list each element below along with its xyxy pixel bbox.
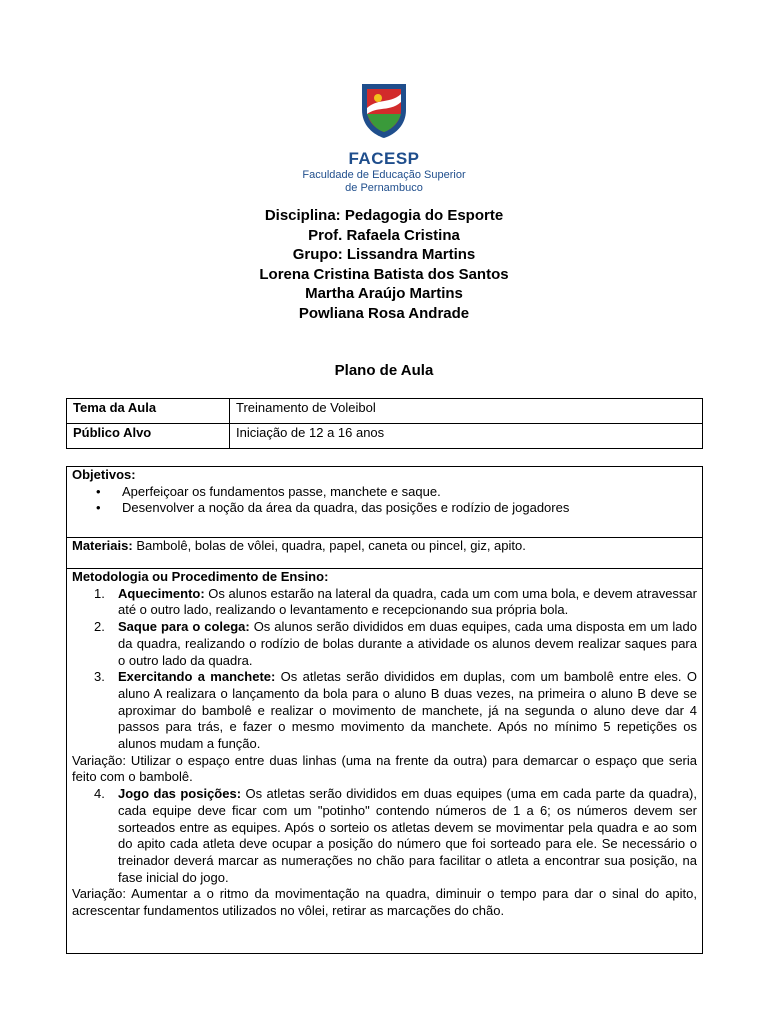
step-text: Os atletas serão divididos em duplas, com um bambolê entre eles. O aluno A realizara o lançamento da bola para o aluno B duas vezes, na primeira o aluno B deve se aproximar do bambolê e realizar o movimento de manchete, já na segunda o aluno deve dar 4 passos para trás, e fazer o mesmo movimento da manchete. Após no mínimo 5 repetições os alunos mudam a função. (118, 669, 697, 752)
logo-subtitle-line1: Faculdade de Educação Superior (302, 169, 466, 181)
theme-label: Tema da Aula (67, 399, 230, 424)
shield-emblem-icon (358, 80, 410, 140)
list-item (72, 786, 697, 886)
member-line: Powliana Rosa Andrade (298, 304, 470, 322)
step-text: Os alunos estarão na lateral da quadra, cada um com uma bola, e devem atravessar até o outro lado, realizando o levantamento e recepcionando sua própria bola. (118, 585, 697, 618)
materials-cell (67, 538, 703, 569)
methodology-steps (72, 586, 697, 753)
step-number: 3. (94, 669, 105, 685)
objectives-cell (67, 467, 703, 538)
theme-value: Treinamento de Voleibol (230, 399, 703, 424)
table-row (67, 399, 703, 424)
audience-label: Público Alvo (67, 424, 230, 449)
logo-name: FACESP (348, 149, 420, 168)
step-title: Aquecimento: (118, 585, 205, 601)
methodology-title: Metodologia ou Procedimento de Ensino: (72, 569, 329, 584)
group-line: Grupo: Lissandra Martins (292, 246, 476, 263)
materials-text: Bambolê, bolas de vôlei, quadra, papel, caneta ou pincel, giz, apito. (132, 538, 526, 553)
objectives-row (67, 467, 703, 538)
step-text: Os alunos serão divididos em duas equipes, cada uma disposta em um lado da quadra, realizando o rodízio de bolas durante a atividade os alunos devem realizar saques para o outro lado da quadra. (118, 619, 697, 668)
step-title: Saque para o colega: (118, 619, 250, 635)
document-header (0, 206, 768, 323)
list-item: • Aperfeiçoar os fundamentos passe, manchete e saque. (122, 484, 697, 501)
professor-line: Prof. Rafaela Cristina (308, 226, 460, 244)
objectives-title: Objetivos: (72, 467, 136, 482)
logo-subtitle-line2: de Pernambuco (345, 182, 423, 194)
methodology-steps (72, 786, 697, 886)
list-item (72, 669, 697, 753)
institution-logo (0, 80, 768, 195)
audience-value: Iniciação de 12 a 16 anos (230, 424, 703, 449)
discipline-line: Disciplina: Pedagogia do Esporte (264, 207, 504, 224)
methodology-cell (67, 569, 703, 954)
objectives-list (72, 484, 697, 517)
lesson-info-table (66, 398, 703, 449)
member-line: Lorena Cristina Batista dos Santos (259, 265, 509, 283)
step-title: Exercitando a manchete: (118, 669, 276, 685)
table-row (67, 424, 703, 449)
list-item (72, 586, 697, 619)
plan-title: Plano de Aula (334, 362, 434, 379)
member-line: Martha Araújo Martins (305, 285, 463, 302)
step-number: 4. (94, 786, 105, 802)
list-item: • Desenvolver a noção da área da quadra, das posições e rodízio de jogadores (122, 500, 697, 517)
step-title: Jogo das posições: (118, 786, 242, 802)
materials-label: Materiais: (72, 538, 133, 553)
list-item (72, 619, 697, 669)
step-text: Os atletas serão divididos em duas equipes (uma em cada parte da quadra), cada equipe deve ficar com um "potinho" contendo números de 1 a 6; os números devem ser sorteados entre as equipes. Após o sorteio os atletas devem se movimentar pela quadra e ao som do apito cada atleta deve ocupar a posição do número que foi sorteado para ele. Se necessário o treinador deverá marcar as numerações no chão para facilitar o atleta a encontrar sua posição, na fase inicial do jogo. (118, 786, 697, 885)
step-number: 2. (94, 619, 105, 635)
variation-note: Variação: Aumentar a o ritmo da movimentação na quadra, diminuir o tempo para dar o sinal do apito, acrescentar fundamentos utilizados no vôlei, retirar as marcações do chão. (72, 886, 697, 919)
methodology-row (67, 569, 703, 954)
lesson-content-table (66, 466, 703, 954)
step-number: 1. (94, 585, 105, 601)
materials-row (67, 538, 703, 569)
variation-note: Variação: Utilizar o espaço entre duas linhas (uma na frente da outra) para demarcar o espaço que seria feito com o bambolê. (72, 752, 697, 785)
